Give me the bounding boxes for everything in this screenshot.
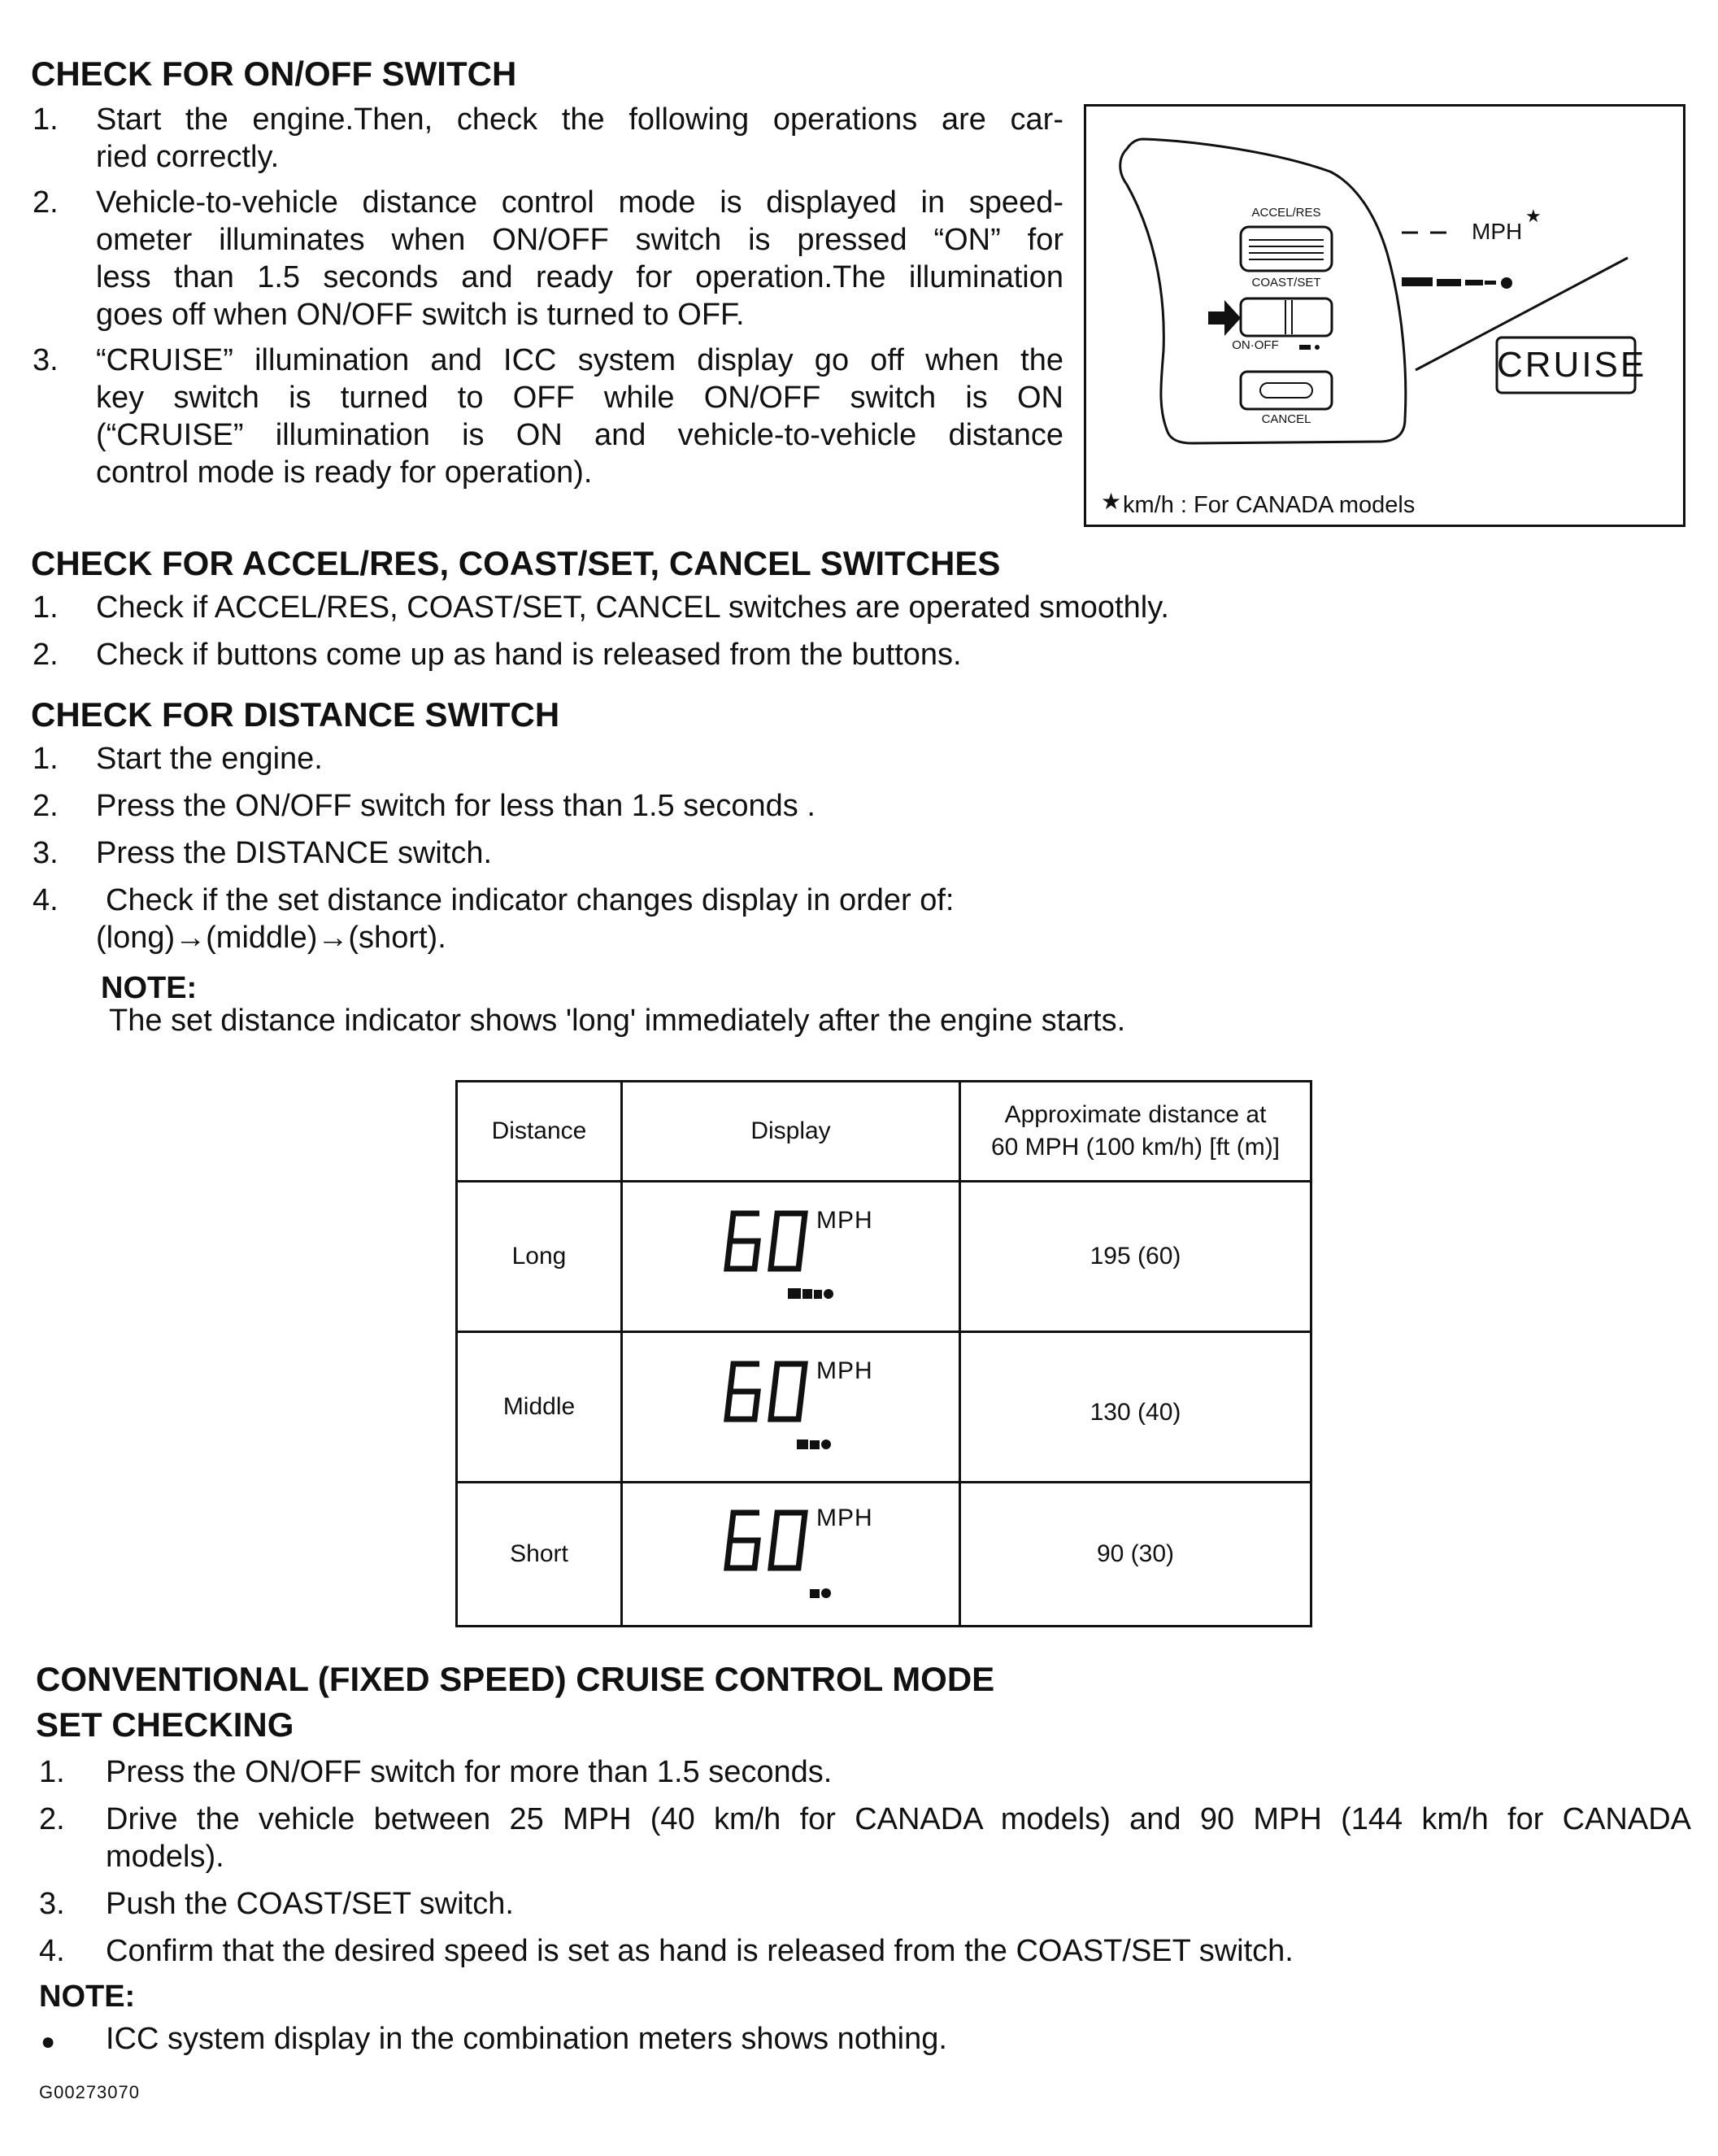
item-text: Push the COAST/SET switch. xyxy=(106,1887,514,1921)
item-text: Check if buttons come up as hand is released from the buttons. xyxy=(96,638,962,672)
item-line: Vehicle-to-vehicle distance control mode is displayed in speed- xyxy=(96,185,1063,220)
item-number: 3. xyxy=(39,1887,65,1921)
header-approx xyxy=(961,1082,1310,1180)
heading-distance-switch: CHECK FOR DISTANCE SWITCH xyxy=(31,695,560,734)
item-line: ried correctly. xyxy=(96,140,280,174)
distance-note-text: The set distance indicator shows 'long' immediately after the engine starts. xyxy=(109,1004,1126,1038)
item-text: Check if ACCEL/RES, COAST/SET, CANCEL switches are operated smoothly. xyxy=(96,590,1169,625)
onoff-item-1 xyxy=(33,101,1065,176)
item-number: 1. xyxy=(39,1755,65,1789)
on-off-label: ON·OFF xyxy=(1232,338,1279,352)
conventional-note-label: NOTE: xyxy=(39,1980,136,2014)
heading-conventional-cruise: CONVENTIONAL (FIXED SPEED) CRUISE CONTROL MODE xyxy=(36,1660,995,1698)
onoff-item-2 xyxy=(33,184,1065,333)
row-short-approx: 90 (30) xyxy=(1096,1540,1175,1567)
speed-digits xyxy=(720,1359,818,1424)
item-line: Start the engine.Then, check the following operations are car- xyxy=(96,102,1063,137)
item-text: Press the ON/OFF switch for less than 1.5 seconds . xyxy=(96,789,816,823)
conventional-item-2 xyxy=(39,1801,1690,1875)
distance-note-label: NOTE: xyxy=(101,971,198,1005)
speed-unit: MPH xyxy=(816,1207,873,1234)
item-line: control mode is ready for operation). xyxy=(96,455,593,490)
star-icon: ★ xyxy=(1525,206,1542,226)
accel-res-label: ACCEL/RES xyxy=(1251,206,1321,220)
item-text: Press the ON/OFF switch for more than 1.5 seconds. xyxy=(106,1755,833,1789)
row-long-approx: 195 (60) xyxy=(1090,1243,1181,1270)
item-line: goes off when ON/OFF switch is turned to OFF. xyxy=(96,298,745,332)
conventional-item-4 xyxy=(39,1932,1690,1970)
item-number: 1. xyxy=(33,590,59,625)
item-number: 4. xyxy=(39,1934,65,1968)
item-text-continued: (long)→(middle)→(short). xyxy=(96,921,446,955)
row-middle-approx: 130 (40) xyxy=(1090,1399,1181,1426)
conventional-note-bullet xyxy=(41,2020,1179,2058)
speed-digits xyxy=(720,1508,818,1573)
item-number: 3. xyxy=(33,343,59,377)
item-number: 2. xyxy=(33,638,59,672)
header-approx-line2: 60 MPH (100 km/h) [ft (m)] xyxy=(990,1134,1281,1161)
item-number: 1. xyxy=(33,742,59,776)
distance-item-4 xyxy=(33,882,1333,960)
speed-digits xyxy=(720,1209,818,1274)
onoff-item-3 xyxy=(33,342,1065,491)
item-text: Confirm that the desired speed is set as hand is released from the COAST/SET switch. xyxy=(106,1934,1294,1968)
header-distance: Distance xyxy=(491,1117,587,1144)
header-display: Display xyxy=(750,1117,831,1144)
cruise-indicator: CRUISE xyxy=(1497,345,1647,385)
figure-caption: km/h : For CANADA models xyxy=(1123,492,1416,518)
item-line: ometer illuminates when ON/OFF switch is pressed “ON” for xyxy=(96,223,1063,257)
item-text: Check if the set distance indicator changes display in order of: xyxy=(106,883,955,917)
row-short-display xyxy=(623,1483,959,1625)
item-number: 4. xyxy=(33,883,59,917)
item-text: Start the engine. xyxy=(96,742,323,776)
item-number: 2. xyxy=(39,1802,65,1836)
distance-table xyxy=(455,1080,1312,1627)
accel-item-1 xyxy=(33,589,1333,626)
item-number: 1. xyxy=(33,102,59,137)
item-number: 3. xyxy=(33,836,59,870)
mph-label: MPH xyxy=(1472,219,1523,244)
heading-onoff-switch: CHECK FOR ON/OFF SWITCH xyxy=(31,54,517,93)
bullet-text: ICC system display in the combination meters shows nothing. xyxy=(106,2022,947,2056)
accel-item-2 xyxy=(33,636,1333,673)
row-short-distance: Short xyxy=(510,1540,568,1567)
item-line: less than 1.5 seconds and ready for operation.The illumination xyxy=(96,260,1063,294)
distance-item-2 xyxy=(33,787,1333,825)
row-middle-display xyxy=(623,1333,959,1481)
row-long-distance: Long xyxy=(511,1243,567,1270)
heading-set-checking: SET CHECKING xyxy=(36,1705,294,1744)
header-approx-line1: Approximate distance at xyxy=(1004,1101,1267,1128)
item-number: 2. xyxy=(33,789,59,823)
row-long-display xyxy=(623,1183,959,1331)
row-middle-distance: Middle xyxy=(502,1393,576,1420)
speed-unit: MPH xyxy=(816,1505,873,1531)
conventional-item-3 xyxy=(39,1885,1690,1923)
switch-figure xyxy=(1084,104,1685,527)
conventional-item-1 xyxy=(39,1753,1690,1791)
coast-set-label: COAST/SET xyxy=(1251,276,1321,290)
distance-item-3 xyxy=(33,834,1333,872)
distance-item-1 xyxy=(33,740,1333,777)
bullet-icon: ● xyxy=(41,2028,56,2055)
item-line: Drive the vehicle between 25 MPH (40 km/h for CANADA models) and 90 MPH (144 km/h for CANADA xyxy=(106,1802,1691,1836)
item-line: models). xyxy=(106,1840,224,1874)
distance-bars-short xyxy=(810,1583,862,1602)
item-line: (“CRUISE” illumination is ON and vehicle-to-vehicle distance xyxy=(96,418,1063,452)
star-icon: ★ xyxy=(1101,489,1122,514)
footer-code: G00273070 xyxy=(39,2082,140,2102)
item-line: “CRUISE” illumination and ICC system display go off when the xyxy=(96,343,1063,377)
item-text: Press the DISTANCE switch. xyxy=(96,836,493,870)
item-number: 2. xyxy=(33,185,59,220)
steering-switch-illustration xyxy=(1086,107,1683,525)
distance-bars-middle xyxy=(797,1434,849,1453)
item-line: key switch is turned to OFF while ON/OFF switch is ON xyxy=(96,381,1063,415)
heading-accel-switches: CHECK FOR ACCEL/RES, COAST/SET, CANCEL SWITCHES xyxy=(31,544,1001,582)
speed-unit: MPH xyxy=(816,1357,873,1384)
distance-bars-long xyxy=(788,1283,840,1303)
cancel-label: CANCEL xyxy=(1261,412,1311,426)
